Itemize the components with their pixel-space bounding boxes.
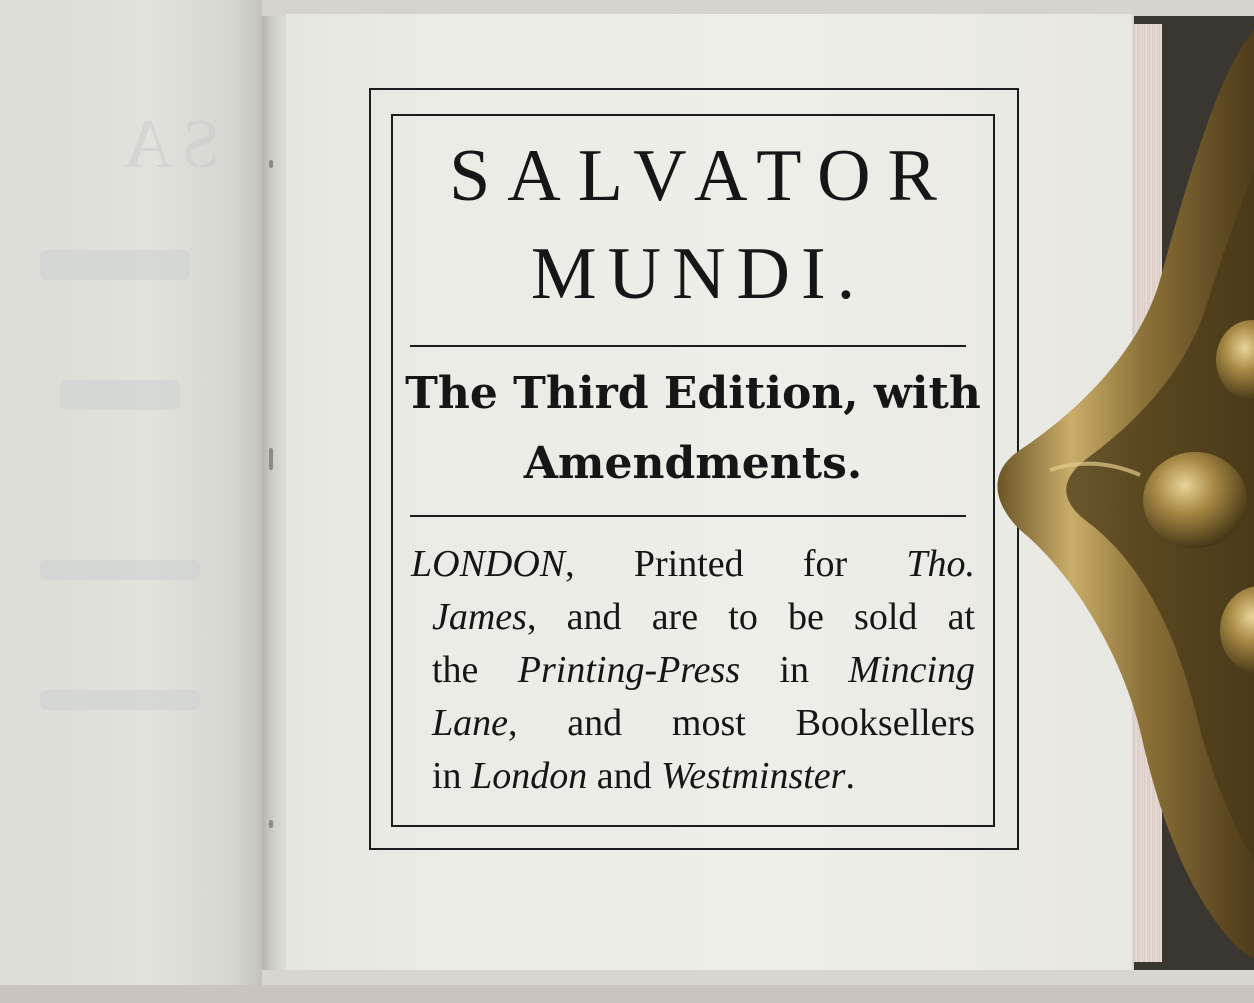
- imprint-text: , and are to be sold at: [526, 596, 975, 638]
- rule-upper: [410, 345, 966, 347]
- binding-stitch: [269, 820, 273, 828]
- show-through-mark: [40, 560, 200, 580]
- edition-line-2: Amendments.: [523, 438, 863, 489]
- title-line-1: SALVATOR: [449, 135, 954, 217]
- imprint-text: in: [432, 755, 472, 797]
- title-line-2: MUNDI.: [530, 233, 867, 315]
- imprint-text: Lane: [432, 702, 508, 744]
- imprint-text: Printing-Press: [517, 649, 741, 691]
- show-through-mark: [40, 690, 200, 710]
- imprint-text: London: [471, 755, 588, 797]
- show-through-mark: [60, 380, 180, 410]
- binding-stitch: [269, 448, 273, 470]
- imprint-text: , Printed for: [565, 543, 907, 585]
- imprint-text: , and most Booksellers: [508, 702, 975, 744]
- imprint-text: in: [740, 649, 849, 691]
- imprint-line-5: [432, 750, 944, 803]
- brass-paperweight-icon: [990, 30, 1254, 1003]
- imprint-text: and: [587, 755, 662, 797]
- imprint-line-2: [432, 591, 975, 644]
- imprint-text: Tho.: [906, 543, 975, 585]
- imprint-line-4: [432, 697, 975, 750]
- show-through-mark: [40, 250, 190, 280]
- imprint-line-1: [411, 538, 975, 591]
- imprint-text: Mincing: [848, 649, 975, 691]
- binding-stitch: [269, 160, 273, 168]
- show-through-text: SA: [114, 106, 220, 183]
- imprint-line-3: [432, 644, 975, 697]
- imprint-text: .: [845, 755, 855, 797]
- edition-line-1: The Third Edition, with: [405, 368, 981, 419]
- left-page: [0, 0, 276, 1003]
- imprint-text: James: [432, 596, 527, 638]
- rule-lower: [410, 515, 966, 517]
- imprint-text: Westminster: [661, 755, 846, 797]
- imprint-text: LONDON: [411, 543, 566, 585]
- imprint-text: the: [432, 649, 518, 691]
